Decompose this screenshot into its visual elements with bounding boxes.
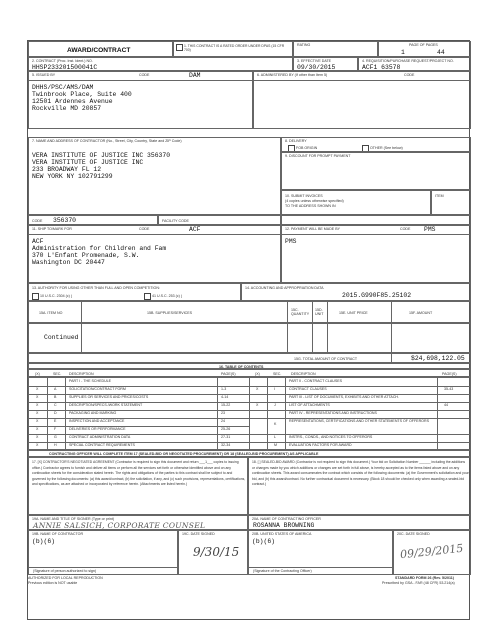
payment-label: 12. PAYMENT WILL BE MADE BY <box>285 227 340 231</box>
toc-h-x: (X) <box>35 372 40 376</box>
toc-h-sec2: SEC. <box>273 372 282 376</box>
contractor-date-label: 19C. DATE SIGNED <box>182 532 215 536</box>
col-amount: 15F. AMOUNT <box>409 311 433 315</box>
officer-title: CONTRACTING OFFICER WILL COMPLETE ITEM 17 (SEALED-BID OR NEGOTIATED PROCUREMENT) OR 18 (SEALED-BID PROCUREMENT) AS APPLICABLE <box>49 452 319 456</box>
rated-order-cell <box>173 41 293 57</box>
usc-10-label: 10 U.S.C. 2304 (c) ( <box>40 294 72 298</box>
col-item-no: 15A. ITEM NO <box>39 311 63 315</box>
contractor-line-3: 233 BROADWAY FL 12 <box>32 166 102 173</box>
authority-label: 13. AUTHORITY FOR USING OTHER THAN FULL AND OPEN COMPETITION: <box>32 286 160 290</box>
contractor-code-cell <box>28 215 158 225</box>
toc-h-pages: PAGE(S) <box>221 372 236 376</box>
officer-title-row <box>28 450 471 457</box>
officer-name-cell <box>248 515 471 530</box>
footer-left-1: AUTHORIZED FOR LOCAL REPRODUCTION <box>28 576 103 580</box>
toc-right-sec: J <box>274 403 276 407</box>
officer-name: ROSANNA BROWNING <box>253 522 315 529</box>
contractor-signature-caption: (Signature of person authorized to sign) <box>33 569 97 573</box>
other-checkbox[interactable] <box>362 145 369 152</box>
contractor-cell <box>28 137 281 215</box>
toc-left-x: X <box>36 427 39 431</box>
toc-right-sec: I <box>274 387 275 391</box>
officer-signature-cell <box>248 530 393 575</box>
toc-right-desc: EVALUATION FACTORS FOR AWARD <box>289 443 352 447</box>
toc-left-pages: 27-31 <box>221 435 231 439</box>
page-cell <box>378 41 471 57</box>
toc-left-sec: G <box>54 435 57 439</box>
officer-name-label: 20A. NAME OF CONTRACTING OFFICER <box>252 517 321 521</box>
form-title: AWARD/CONTRACT <box>67 47 131 54</box>
toc-left-x: X <box>36 403 39 407</box>
toc-right-desc: REPRESENTATIONS, CERTIFICATIONS AND OTHER STATEMENTS OF OFFERORS <box>289 419 429 423</box>
submit-invoices-cell <box>281 190 431 215</box>
submit-invoices-label: 10. SUBMIT INVOICES <box>285 194 323 198</box>
toc-left-desc: DELIVERIES OR PERFORMANCE <box>69 427 126 431</box>
toc-body <box>28 377 471 450</box>
delivery-cell <box>281 137 471 152</box>
ship-line-4: Washington DC 20447 <box>32 259 105 266</box>
toc-part2: PART II - CONTRACT CLAUSES <box>289 379 343 383</box>
issued-by-label: 5. ISSUED BY <box>32 73 56 77</box>
issued-by-cell <box>28 71 253 129</box>
issued-code: DAM <box>189 72 201 79</box>
fob-origin-label: FOB ORIGIN <box>296 146 318 150</box>
toc-right-x: X <box>256 403 259 407</box>
requisition-number: ACF1 63578 <box>362 64 401 71</box>
payment-code: PMS <box>424 226 436 233</box>
invoice-item-label: ITEM <box>435 194 444 198</box>
toc-h-sec: SEC. <box>53 372 62 376</box>
toc-left-sec: F <box>54 427 57 431</box>
toc-h-desc: DESCRIPTION <box>69 372 94 376</box>
usc-41-checkbox[interactable] <box>144 293 151 300</box>
officer-date-cell <box>393 530 471 575</box>
footer-right-1: STANDARD FORM 26 (Rev. 5/2011) <box>395 576 454 580</box>
toc-title: 16. TABLE OF CONTENTS <box>219 365 264 369</box>
ship-line-2: Administration for Children and Fam <box>32 245 167 252</box>
page-number: 1 <box>401 49 405 56</box>
payment-line-1: PMS <box>285 238 297 245</box>
page-count: 44 <box>437 49 445 56</box>
toc-left-x: X <box>36 419 39 423</box>
usc-10-checkbox[interactable] <box>32 293 39 300</box>
issuer-line-3: 12501 Ardennes Avenue <box>32 98 113 105</box>
toc-right-sec: L <box>274 435 276 439</box>
delivery-label: 8. DELIVERY <box>285 139 307 143</box>
issuer-line-1: DHHS/PSC/AMS/DAM <box>32 84 94 91</box>
officer-date: 09/29/2015 <box>399 541 464 562</box>
toc-header-row <box>28 369 471 377</box>
footer-right-2: Prescribed by GSA - FAR (48 CFR) 53.214(a) <box>382 581 455 585</box>
payment-code-label: CODE <box>400 227 411 231</box>
rating-cell <box>293 41 378 57</box>
toc-left-pages: 23 <box>221 411 225 415</box>
contract-number-label: 2. CONTRACT (Proc. Inst. Ident.) NO. <box>32 59 93 63</box>
item17-cell <box>28 457 248 515</box>
effective-date-cell <box>293 57 358 71</box>
toc-left-desc: DESCRIPTION/SPECS./WORK STATEMENT <box>69 403 143 407</box>
ship-line-1: ACF <box>32 238 44 245</box>
toc-left-pages: 15-22 <box>221 403 231 407</box>
toc-left-x: X <box>36 411 39 415</box>
toc-left-sec: E <box>54 419 57 423</box>
toc-left-pages: 25-26 <box>221 427 231 431</box>
total-row <box>28 353 471 363</box>
ship-to-label: 11. SHIP TO/MARK FOR <box>32 227 72 231</box>
toc-h-pages2: PAGE(S) <box>442 372 457 376</box>
col-supplies: 15B. SUPPLIES/SERVICES <box>147 311 193 315</box>
submit-invoices-sub2: TO THE ADDRESS SHOWN IN <box>285 204 336 208</box>
toc-left-sec: C <box>54 403 57 407</box>
accounting-cell <box>241 283 471 301</box>
toc-left-x: X <box>36 443 39 447</box>
effective-date-label: 3. EFFECTIVE DATE <box>297 59 332 63</box>
requisition-cell <box>358 57 471 71</box>
contractor-line-4: NEW YORK NY 102791299 <box>32 173 113 180</box>
accounting-data: 2015.G990F85.25102 <box>342 292 412 299</box>
issuer-line-4: Rockville MD 20857 <box>32 105 102 112</box>
toc-right-pages: 44 <box>444 403 448 407</box>
toc-right-sec: M <box>274 443 277 447</box>
toc-right-pages: 35-43 <box>444 387 454 391</box>
officer-date-label: 20C. DATE SIGNED <box>397 532 430 536</box>
toc-left-sec: H <box>54 443 57 447</box>
award-contract-form <box>27 40 470 620</box>
rating-label: RATING <box>297 43 311 47</box>
requisition-label: 4. REQUISITION/PURCHASE REQUEST/PROJECT NO. <box>362 59 454 63</box>
accounting-label: 14. ACCOUNTING AND APPROPRIATION DATA <box>245 286 324 290</box>
toc-right-desc: CONTRACT CLAUSES <box>289 387 327 391</box>
toc-left-pages: 1-3 <box>221 387 227 391</box>
contract-number-cell <box>28 57 293 71</box>
toc-h-x2: (X) <box>255 372 260 376</box>
contractor-line-1: VERA INSTITUTE OF JUSTICE INC 356370 <box>32 152 171 159</box>
total-amount: $24,698,122.05 <box>411 355 465 362</box>
toc-right-x: X <box>256 387 259 391</box>
contractor-date-cell <box>178 530 248 575</box>
toc-part3: PART III - LIST OF DOCUMENTS, EXHIBITS AND OTHER ATTACH. <box>289 395 400 399</box>
toc-left-desc: SPECIAL CONTRACT REQUIREMENTS <box>69 443 135 447</box>
item18-cell <box>248 457 471 515</box>
contract-number: HHSP233201500041C <box>32 64 98 71</box>
toc-left-x: X <box>36 395 39 399</box>
contractor-name-label: 19B. NAME OF CONTRACTOR <box>32 532 84 536</box>
form-title-cell <box>28 41 173 57</box>
toc-right-desc: LIST OF ATTACHMENTS <box>289 403 330 407</box>
continued-text: Continued <box>44 334 79 341</box>
toc-left-sec: A <box>54 387 57 391</box>
toc-left-desc: SUPPLIES OR SERVICES AND PRICES/COSTS <box>69 395 149 399</box>
issuer-line-2: Twinbrook Place, Suite 400 <box>32 91 132 98</box>
authority-cell <box>28 283 241 301</box>
toc-h-desc2: DESCRIPTION <box>291 372 316 376</box>
administered-by-label: 6. ADMINISTERED BY (If other than Item 5) <box>257 73 328 77</box>
ship-line-3: 370 L'Enfant Promenade, S.W. <box>32 252 140 259</box>
discount-cell <box>281 152 471 190</box>
rated-order-label: 1. THIS CONTRACT IS A RATED ORDER UNDER DPAS (15 CFR 700) <box>184 44 285 52</box>
page-of-pages-label: PAGE OF PAGES <box>409 43 438 47</box>
toc-part4: PART IV - REPRESENTATIONS AND INSTRUCTIONS <box>289 411 377 415</box>
payment-cell <box>281 225 471 283</box>
contractor-code: 356370 <box>53 217 77 224</box>
items-body <box>28 323 471 353</box>
officer-redacted: (b)(6) <box>252 538 276 545</box>
rated-order-checkbox[interactable] <box>176 44 183 51</box>
ship-code: ACF <box>189 226 201 233</box>
usa-label: 20B. UNITED STATES OF AMERICA <box>252 532 312 536</box>
contractor-line-2: VERA INSTITUTE OF JUSTICE INC <box>32 159 144 166</box>
toc-right-sec: K <box>274 422 277 426</box>
col-unit-price: 15E. UNIT PRICE <box>339 311 368 315</box>
signer-name-cell <box>28 515 248 530</box>
issued-code-label: CODE <box>139 73 150 77</box>
ship-to-cell <box>28 225 281 283</box>
items-header <box>28 301 471 323</box>
submit-invoices-sub1: (4 copies unless otherwise specified) <box>285 199 344 203</box>
signer-name-label: 19A. NAME AND TITLE OF SIGNER (Type or print) <box>32 517 115 521</box>
blank-filler <box>281 215 471 225</box>
toc-part1: PART I - THE SCHEDULE <box>69 379 112 383</box>
contractor-redacted: (b)(6) <box>32 538 56 545</box>
toc-left-pages: 24 <box>221 419 225 423</box>
usc-41-label: 41 U.S.C. 253 (c) ( <box>152 294 182 298</box>
ship-code-label: CODE <box>139 227 150 231</box>
toc-left-desc: SOLICITATION/CONTRACT FORM <box>69 387 126 391</box>
fob-origin-checkbox[interactable] <box>288 145 295 152</box>
col-unit: 15D. UNIT <box>315 308 324 316</box>
toc-left-sec: B <box>54 395 57 399</box>
contractor-label: 7. NAME AND ADDRESS OF CONTRACTOR (No., Street, City, Country, State and ZIP Code) <box>32 139 182 143</box>
toc-left-x: X <box>36 435 39 439</box>
toc-right-desc: INSTRS., CONDS., AND NOTICES TO OFFERORS <box>289 435 373 439</box>
facility-code-cell <box>158 215 281 225</box>
toc-left-x: X <box>36 387 39 391</box>
toc-left-pages: 32-34 <box>221 443 231 447</box>
administered-by-cell <box>253 71 471 129</box>
toc-left-desc: PACKAGING AND MARKING <box>69 411 117 415</box>
toc-left-desc: INSPECTION AND ACCEPTANCE <box>69 419 125 423</box>
toc-left-desc: CONTRACT ADMINISTRATION DATA <box>69 435 131 439</box>
other-label: OTHER (See below) <box>370 146 403 150</box>
discount-label: 9. DISCOUNT FOR PROMPT PAYMENT <box>285 154 351 158</box>
col-quantity: 15C. QUANTITY <box>291 308 310 316</box>
footer-left-2: Previous edition is NOT usable <box>28 581 78 585</box>
item17-text: 17. [X] CONTRACTOR'S NEGOTIATED AGREEMENT (Contractor is required to sign this document and return ___1___ copies to issuing office.) Contractor agrees to furnish and deliver all items or perform all the services set forth or otherwise identified above and on any continuation sheets for the consideration stated herein. The rights and obligations of the parties to this contract shall be subject to and governed by the following documents: (a) this award/contract, (b) the solicitation, if any, and (c) such provisions, representations, certifications, and specifications, as are attached or incorporated by reference herein. (Attachments are listed herein.) <box>32 460 246 487</box>
effective-date: 09/30/2015 <box>297 64 336 71</box>
item18-text: 18. [ ] SEALED-BID AWARD (Contractor is not required to sign this document.) Your bid on Solicitation Number ______ including the additions or changes made by you which additions or changes are set forth in full above, is hereby accepted as to the items listed above and on any continuation sheets. This award consummates the contract which consists of the following documents: (a) the Government's solicitation and your bid, and (b) this award/contract. No further contractual document is necessary. (Block 18 should be checked only when awarding a sealed-bid contract.) <box>252 460 469 487</box>
contractor-date: 9/30/15 <box>193 545 240 559</box>
contractor-signature-cell <box>28 530 178 575</box>
toc-left-pages: 4-14 <box>221 395 229 399</box>
signer-name: ANNIE SALSICH, CORPORATE COUNSEL <box>33 521 206 530</box>
invoice-item-cell <box>431 190 471 215</box>
total-label: 15G. TOTAL AMOUNT OF CONTRACT <box>294 357 358 361</box>
admin-code-label: CODE <box>404 73 415 77</box>
contractor-code-label: CODE <box>32 219 43 223</box>
toc-left-sec: D <box>54 411 57 415</box>
facility-code-label: FACILITY CODE <box>162 219 189 223</box>
officer-signature-caption: (Signature of the Contracting Officer) <box>253 569 312 573</box>
